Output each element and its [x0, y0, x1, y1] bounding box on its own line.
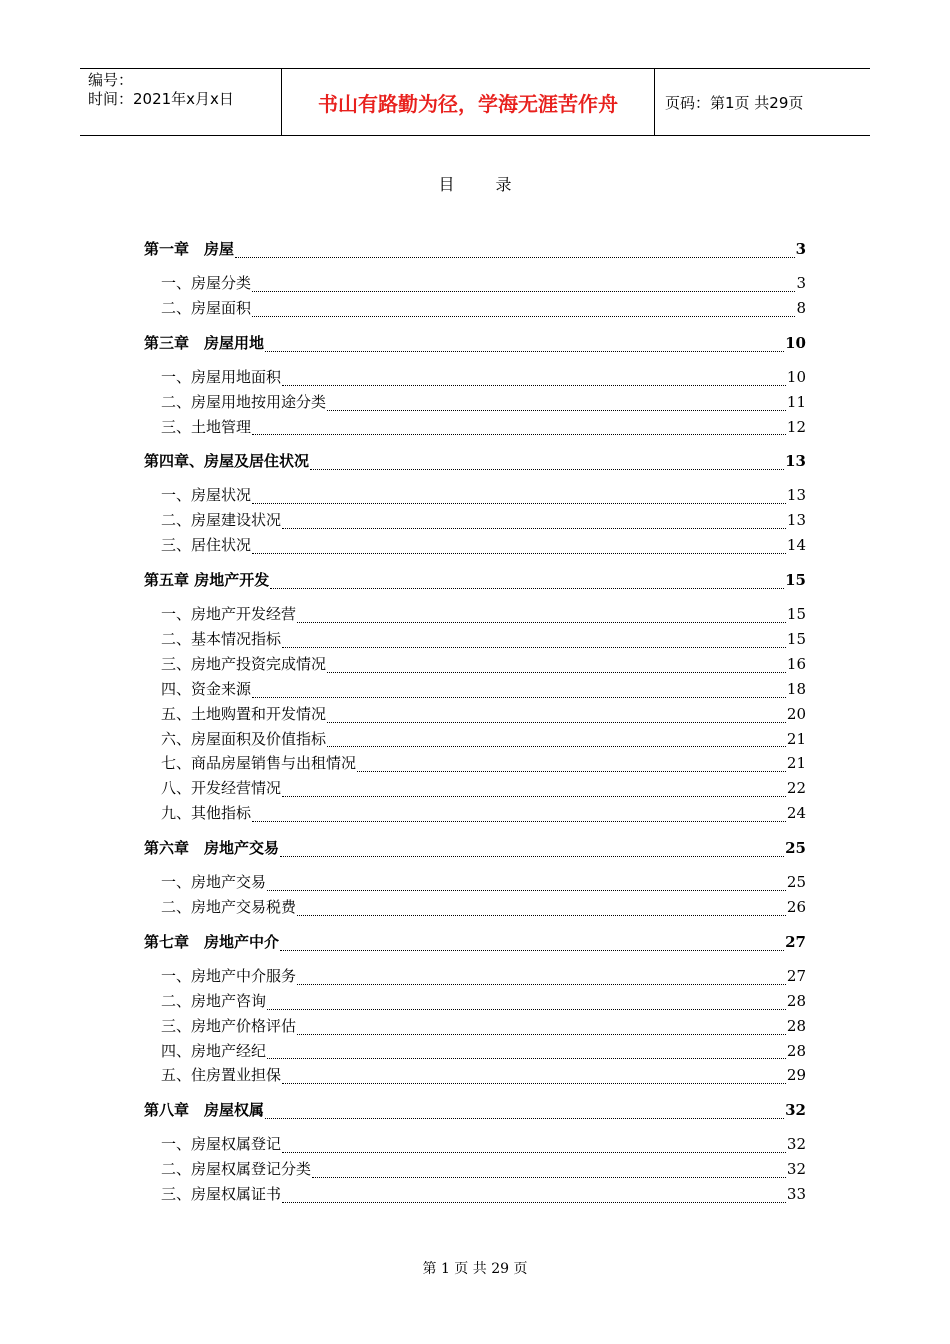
toc-entry-page: 3	[796, 274, 806, 292]
toc-dot-leader	[282, 384, 786, 386]
toc-entry-page: 8	[796, 298, 806, 317]
toc-section-entry[interactable]	[144, 777, 806, 802]
toc-entry-page: 22	[786, 779, 806, 798]
toc-entry-page: 20	[786, 704, 806, 723]
toc-entry-title: 第三章 房屋用地	[144, 333, 265, 352]
toc-dot-leader	[282, 1082, 786, 1084]
toc-entry-title: 五、土地购置和开发情况	[161, 704, 327, 723]
toc-dot-leader	[267, 1057, 786, 1059]
toc-chapter-entry[interactable]	[144, 837, 806, 862]
toc-entry-page: 25	[786, 873, 806, 892]
toc-dot-leader	[235, 256, 795, 258]
toc-section-entry[interactable]	[144, 752, 806, 777]
toc-dot-leader	[280, 855, 784, 857]
toc-chapter-entry[interactable]	[144, 450, 806, 475]
toc-dot-leader	[252, 552, 786, 554]
toc-entry-page: 13	[785, 452, 806, 471]
toc-section-entry[interactable]	[144, 603, 806, 628]
toc-entry-title: 第六章 房地产交易	[144, 839, 280, 858]
toc-dot-leader	[327, 745, 786, 747]
toc-section-entry[interactable]	[144, 1064, 806, 1089]
toc-entry-title: 第五章 房地产开发	[144, 571, 270, 590]
toc-dot-leader	[265, 1117, 784, 1119]
toc-section-entry[interactable]	[144, 416, 806, 441]
toc-dot-leader	[252, 315, 795, 317]
header-motto: 书山有路勤为径，学海无涯苦作舟	[282, 69, 655, 135]
toc-dot-leader	[297, 914, 786, 916]
toc-title: 目 录	[438, 175, 530, 194]
toc-dot-leader	[270, 587, 784, 589]
toc-entry-page: 14	[786, 536, 806, 555]
toc-dot-leader	[252, 820, 786, 822]
document-time-label: 时间：2021年x月x日	[88, 90, 234, 108]
toc-entry-title: 二、房地产咨询	[161, 991, 267, 1010]
toc-entry-page: 24	[786, 804, 806, 823]
toc-dot-leader	[252, 433, 786, 435]
toc-entry-page: 27	[786, 966, 806, 985]
toc-entry-page: 16	[786, 654, 806, 673]
toc-dot-leader	[327, 409, 786, 411]
toc-entry-page: 28	[786, 1041, 806, 1060]
toc-section-entry[interactable]	[144, 484, 806, 509]
toc-section-entry[interactable]	[144, 297, 806, 322]
toc-chapter-entry[interactable]	[144, 238, 806, 263]
toc-dot-leader	[252, 696, 786, 698]
toc-section-entry[interactable]	[144, 965, 806, 990]
toc-dot-leader	[252, 502, 786, 504]
toc-entry-page: 33	[786, 1185, 806, 1204]
toc-dot-leader	[357, 770, 786, 772]
toc-entry-title: 三、房地产投资完成情况	[161, 654, 327, 673]
toc-dot-leader	[282, 1201, 786, 1203]
toc-entry-page: 12	[786, 417, 806, 436]
toc-dot-leader	[252, 290, 795, 292]
toc-entry-page: 21	[786, 754, 806, 773]
toc-section-entry[interactable]	[144, 653, 806, 678]
toc-entry-page: 32	[786, 1160, 806, 1179]
toc-section-entry[interactable]	[144, 802, 806, 827]
toc-entry-title: 二、房地产交易税费	[161, 898, 297, 917]
toc-chapter-entry[interactable]	[144, 931, 806, 956]
toc-section-entry[interactable]	[144, 509, 806, 534]
toc-entry-title: 二、房屋权属登记分类	[161, 1160, 312, 1179]
toc-entry-title: 第七章 房地产中介	[144, 932, 280, 951]
toc-chapter-entry[interactable]	[144, 332, 806, 357]
toc-dot-leader	[282, 795, 786, 797]
toc-entry-page: 28	[786, 1016, 806, 1035]
toc-entry-page: 28	[786, 991, 806, 1010]
toc-dot-leader	[327, 671, 786, 673]
toc-entry-page: 32	[786, 1135, 806, 1154]
toc-entry-page: 13	[786, 511, 806, 530]
toc-entry-page: 32	[785, 1101, 806, 1120]
toc-section-entry[interactable]	[144, 272, 806, 297]
toc-section-entry[interactable]	[144, 1015, 806, 1040]
toc-entry-title: 一、房屋分类	[161, 274, 252, 292]
toc-entry-title: 二、房屋用地按用途分类	[161, 392, 327, 411]
toc-entry-title: 三、房屋权属证书	[161, 1185, 282, 1204]
toc-entry-title: 三、房地产价格评估	[161, 1016, 297, 1035]
page-header	[80, 68, 870, 136]
toc-section-entry[interactable]	[144, 534, 806, 559]
toc-entry-title: 一、房地产交易	[161, 873, 267, 892]
toc-section-entry[interactable]	[144, 1040, 806, 1065]
toc-entry-title: 四、房地产经纪	[161, 1041, 267, 1060]
toc-entry-page: 15	[786, 605, 806, 624]
toc-entry-page: 29	[786, 1066, 806, 1085]
toc-entry-page: 13	[786, 486, 806, 505]
toc-section-entry[interactable]	[144, 391, 806, 416]
table-of-contents	[144, 238, 806, 1208]
toc-section-entry[interactable]	[144, 703, 806, 728]
toc-entry-title: 第八章 房屋权属	[144, 1101, 265, 1120]
toc-entry-title: 第一章 房屋	[144, 240, 235, 258]
toc-entry-page: 10	[786, 367, 806, 386]
toc-entry-title: 七、商品房屋销售与出租情况	[161, 754, 357, 773]
toc-section-entry[interactable]	[144, 728, 806, 753]
toc-dot-leader	[265, 350, 784, 352]
toc-entry-page: 3	[795, 240, 806, 258]
toc-dot-leader	[327, 721, 786, 723]
toc-entry-title: 三、居住状况	[161, 536, 252, 555]
toc-entry-page: 21	[786, 729, 806, 748]
toc-entry-title: 八、开发经营情况	[161, 779, 282, 798]
toc-dot-leader	[282, 1151, 786, 1153]
toc-section-entry[interactable]	[144, 1183, 806, 1208]
header-page-info: 页码：第1页 共29页	[665, 93, 804, 112]
toc-dot-leader	[312, 1176, 786, 1178]
document-number-label: 编号：	[88, 71, 134, 89]
toc-entry-title: 四、资金来源	[161, 679, 252, 698]
toc-dot-leader	[282, 646, 786, 648]
toc-section-entry[interactable]	[144, 1133, 806, 1158]
toc-chapter-entry[interactable]	[144, 569, 806, 594]
toc-entry-title: 一、房地产中介服务	[161, 966, 297, 985]
toc-section-entry[interactable]	[144, 1158, 806, 1183]
toc-section-entry[interactable]	[144, 678, 806, 703]
header-info-cell	[80, 69, 282, 135]
toc-entry-title: 二、房屋建设状况	[161, 511, 282, 530]
toc-entry-page: 25	[785, 839, 806, 858]
toc-dot-leader	[310, 468, 784, 470]
toc-section-entry[interactable]	[144, 896, 806, 921]
toc-entry-page: 27	[785, 932, 806, 951]
toc-section-entry[interactable]	[144, 990, 806, 1015]
toc-dot-leader	[267, 1008, 786, 1010]
toc-entry-page: 26	[786, 898, 806, 917]
toc-dot-leader	[297, 1033, 786, 1035]
toc-dot-leader	[267, 889, 786, 891]
toc-entry-page: 18	[786, 679, 806, 698]
toc-chapter-entry[interactable]	[144, 1099, 806, 1124]
toc-entry-page: 11	[786, 392, 806, 411]
toc-section-entry[interactable]	[144, 628, 806, 653]
toc-entry-title: 五、住房置业担保	[161, 1066, 282, 1085]
toc-entry-page: 15	[786, 630, 806, 649]
toc-dot-leader	[280, 949, 784, 951]
toc-entry-title: 三、土地管理	[161, 417, 252, 436]
toc-dot-leader	[297, 621, 786, 623]
toc-entry-title: 二、房屋面积	[161, 298, 252, 317]
toc-entry-title: 一、房屋用地面积	[161, 367, 282, 386]
toc-dot-leader	[297, 983, 786, 985]
toc-dot-leader	[282, 527, 786, 529]
toc-entry-title: 一、房屋权属登记	[161, 1135, 282, 1154]
toc-entry-title: 一、房地产开发经营	[161, 605, 297, 624]
toc-entry-title: 二、基本情况指标	[161, 630, 282, 649]
toc-section-entry[interactable]	[144, 366, 806, 391]
toc-entry-title: 第四章、房屋及居住状况	[144, 452, 310, 471]
toc-section-entry[interactable]	[144, 871, 806, 896]
toc-entry-title: 六、房屋面积及价值指标	[161, 729, 327, 748]
page-footer: 第 1 页 共 29 页	[422, 1261, 528, 1277]
toc-entry-title: 九、其他指标	[161, 804, 252, 823]
toc-entry-page: 15	[785, 571, 806, 590]
toc-entry-page: 10	[785, 333, 806, 352]
toc-entry-title: 一、房屋状况	[161, 486, 252, 505]
